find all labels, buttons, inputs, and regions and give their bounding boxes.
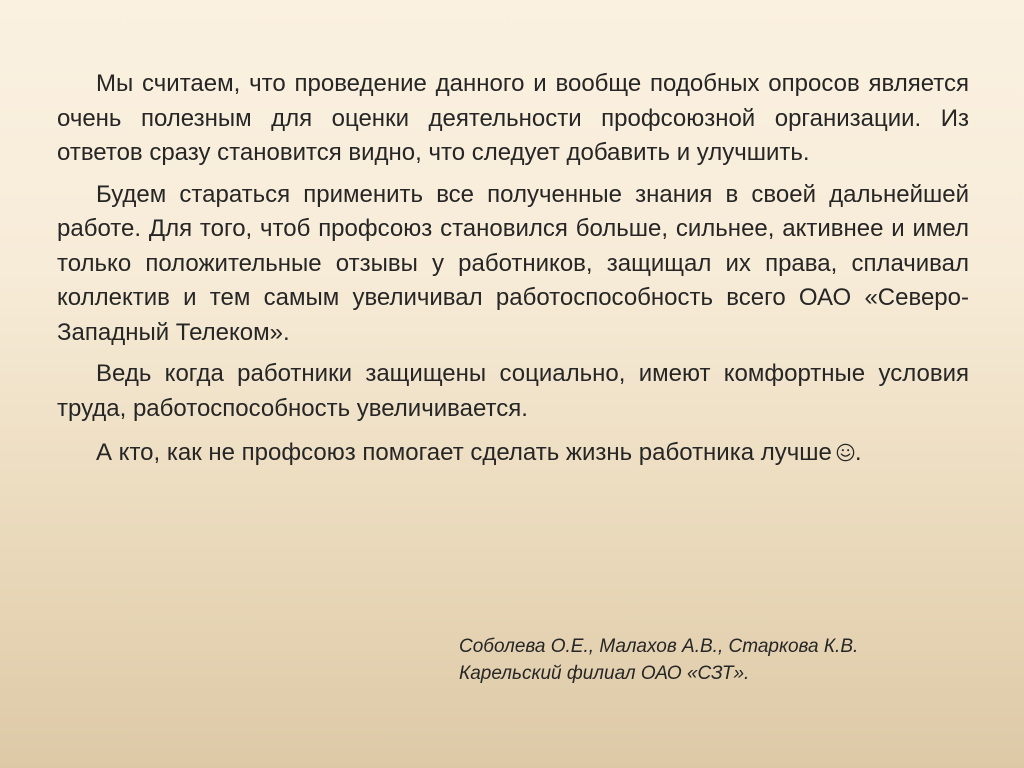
paragraph-4: [57, 436, 969, 471]
paragraph-4-text: А кто, как не профсоюз помогает сделать жизнь работника лучше: [96, 439, 832, 466]
slide-body: [57, 67, 969, 478]
paragraph-4-period: .: [854, 439, 862, 466]
paragraph-3: Ведь когда работники защищены социально, имеют комфортные условия труда, работоспособность увеличивается.: [57, 360, 969, 422]
signature-block: [459, 633, 858, 687]
paragraph-2: Будем стараться применить все полученные знания в своей дальнейшей работе. Для того, чтоб профсоюз становился больше, сильнее, активнее и имел только положительные отзывы у работников, защищал их права, сплачивал коллектив и тем самым увеличивал работоспособность всего ОАО «Северо-Западный Телеком».: [57, 180, 969, 346]
organization-line: Карельский филиал ОАО «СЗТ».: [459, 663, 750, 684]
paragraph-1: Мы считаем, что проведение данного и вообще подобных опросов является очень полезным для оценки деятельности профсоюзной организации. Из ответов сразу становится видно, что следует добавить и улучшить.: [57, 70, 969, 166]
smiley-icon: [836, 443, 855, 462]
authors-line: Соболева О.Е., Малахов А.В., Старкова К.В.: [459, 636, 859, 657]
